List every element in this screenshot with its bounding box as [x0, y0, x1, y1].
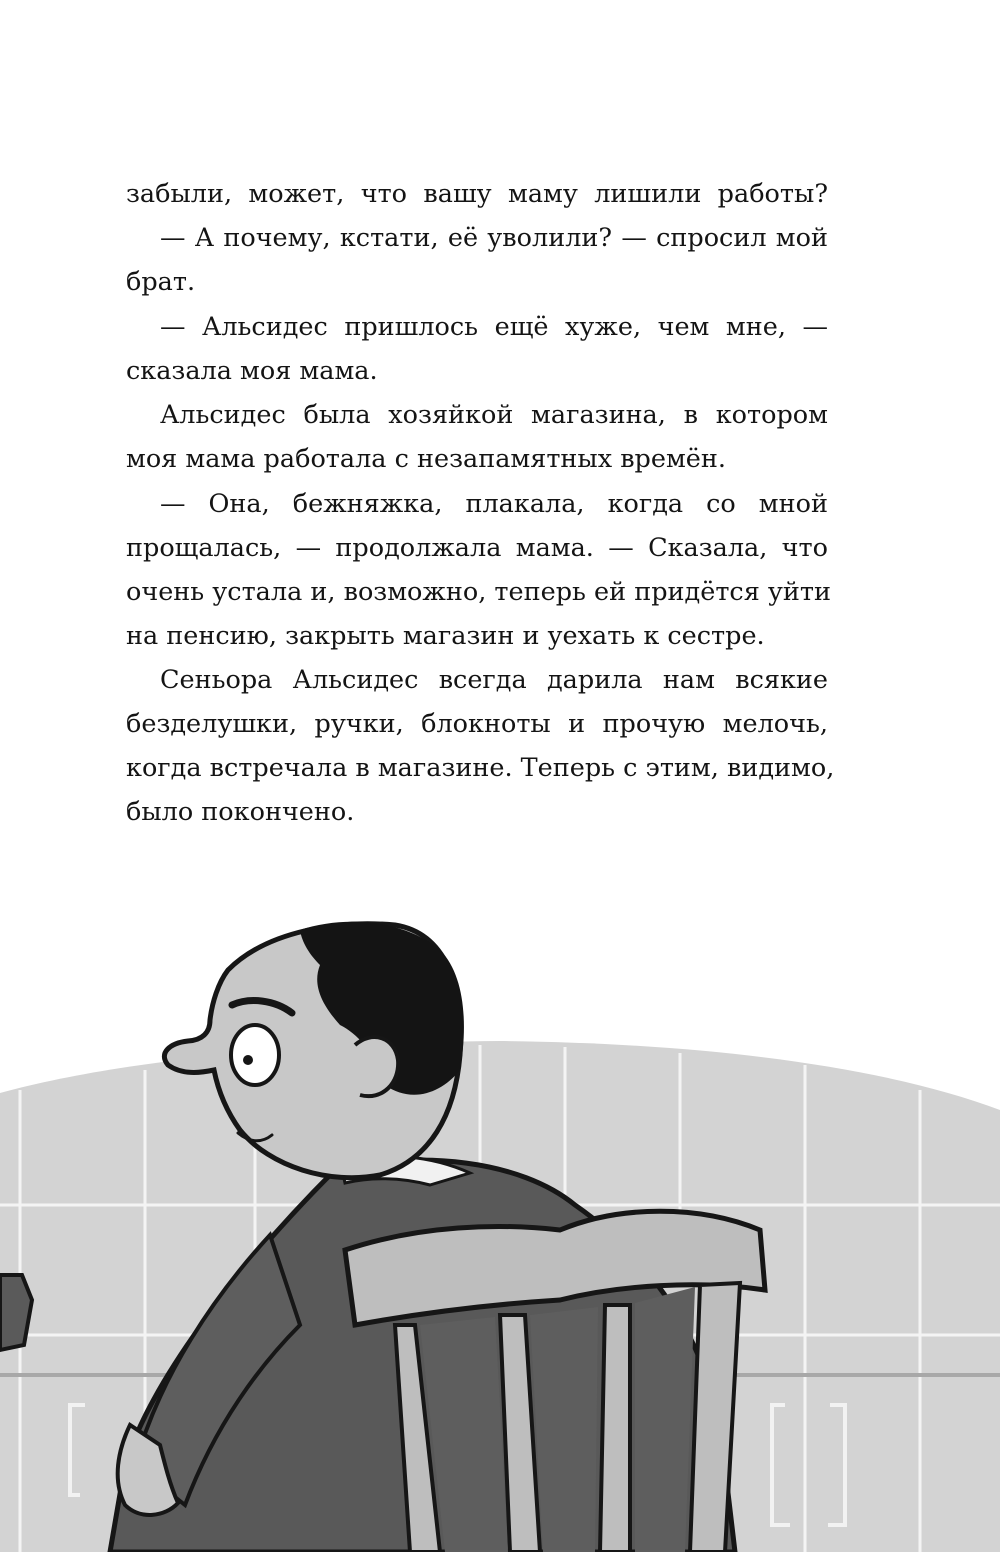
man-ear	[355, 1037, 398, 1096]
man-pupil	[243, 1055, 253, 1065]
text-line: — Она, бежняжка, плакала, когда со мной	[160, 489, 828, 519]
illustration	[0, 905, 1000, 1552]
chair-gap-shadow	[420, 1287, 695, 1552]
man-eye	[231, 1025, 279, 1085]
text-line: безделушки, ручки, блокноты и прочую мелочь,	[126, 709, 828, 739]
text-line: на пенсию, закрыть магазин и уехать к сестре.	[126, 621, 765, 651]
text-line: Альсидес была хозяйкой магазина, в котором	[160, 400, 828, 430]
text-line: когда встречала в магазине. Теперь с этим, видимо,	[126, 753, 835, 783]
wooden-chair	[345, 1211, 765, 1552]
text-line: прощалась, — продолжала мама. — Сказала, что	[126, 533, 828, 563]
text-line: Сеньора Альсидес всегда дарила нам всякие	[160, 665, 828, 695]
text-line: сказала моя мама.	[126, 356, 378, 386]
text-line: очень устала и, возможно, теперь ей придётся уйти	[126, 577, 831, 607]
text-line: забыли, может, что вашу маму лишили работы?	[126, 179, 828, 209]
text-line: — А почему, кстати, её уволили? — спросил мой	[160, 223, 828, 253]
chair-spindle	[600, 1305, 630, 1552]
text-line: моя мама работала с незапамятных времён.	[126, 444, 726, 474]
text-line: было покончено.	[126, 797, 355, 827]
text-line: — Альсидес пришлось ещё хуже, чем мне, —	[160, 312, 828, 342]
text-line: брат.	[126, 267, 196, 297]
